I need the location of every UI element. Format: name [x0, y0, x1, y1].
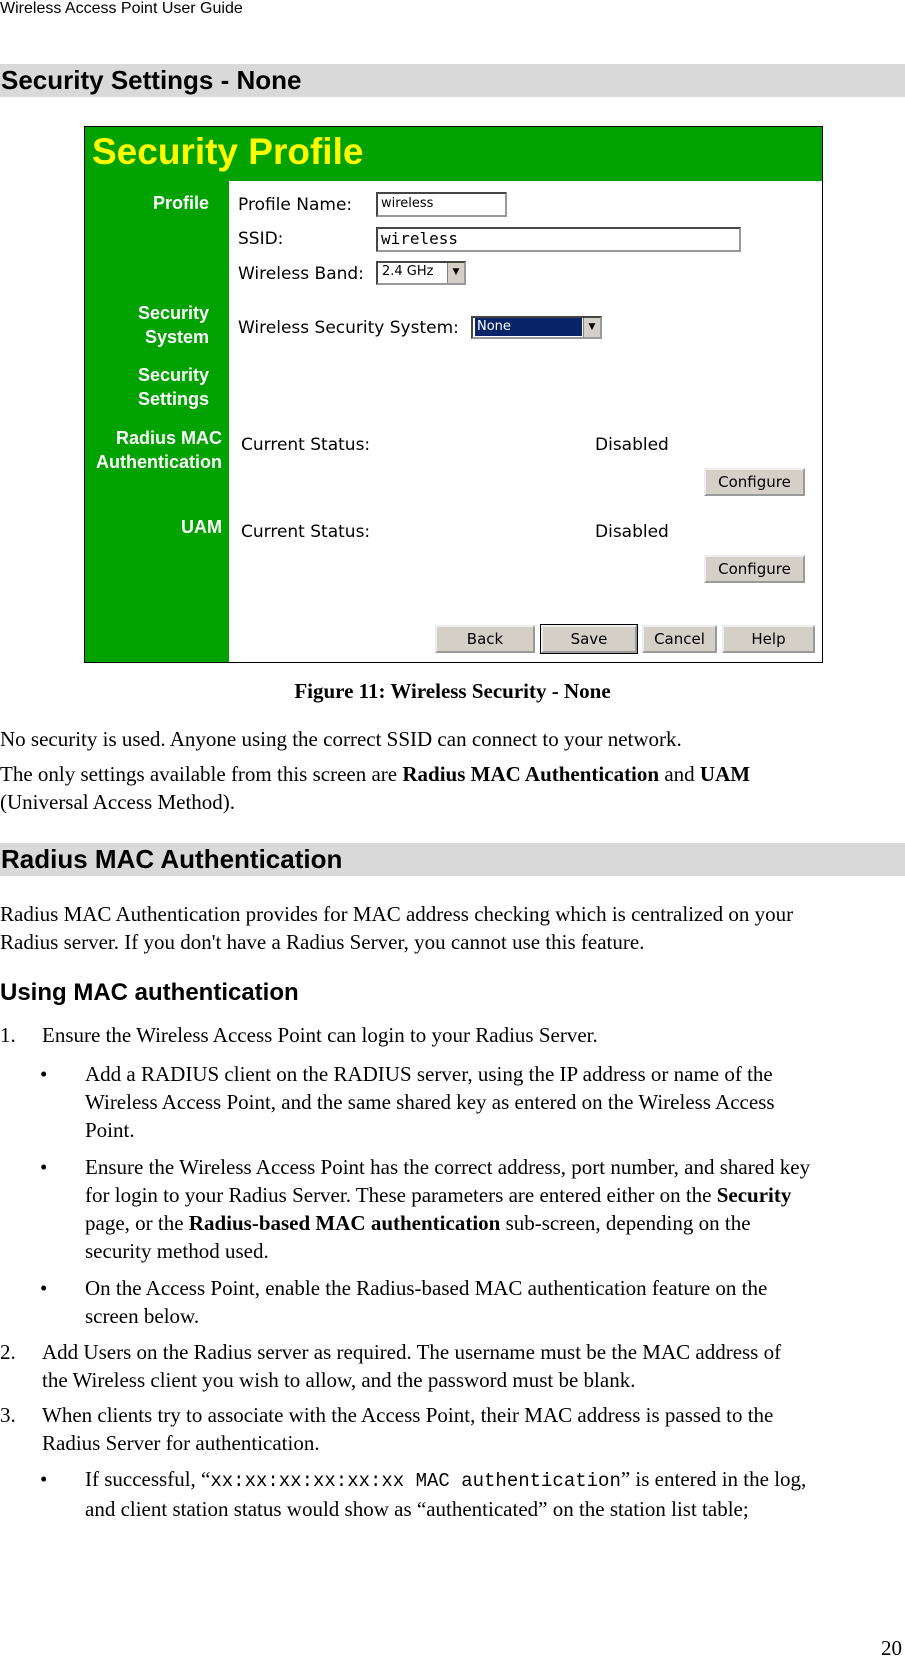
- security-system-value: None: [475, 318, 582, 336]
- bold-radius-mac: Radius MAC Authentication: [402, 762, 660, 786]
- bullet-item-enable-feature: [85, 1274, 905, 1330]
- bullet: •: [40, 1155, 48, 1179]
- list-number: 2.: [0, 1340, 16, 1364]
- text-line: When clients try to associate with the Access Point, their MAC address is passed to the: [42, 1403, 774, 1427]
- sidebar-label-line: Settings: [137, 389, 209, 409]
- text-line: Point.: [85, 1118, 135, 1142]
- text-line: Wireless Access Point, and the same shared key as entered on the Wireless Access: [85, 1090, 775, 1114]
- app-title: Security Profile: [85, 127, 823, 181]
- text-line: [85, 1465, 905, 1495]
- uam-status-label: Current Status:: [241, 522, 371, 542]
- section-heading-security-none: Security Settings - None: [0, 64, 905, 97]
- list-item-1: Ensure the Wireless Access Point can login to your Radius Server.: [42, 1023, 598, 1047]
- text-run: ” is entered in the log,: [620, 1467, 807, 1491]
- sidebar-label-line: Authentication: [96, 452, 222, 472]
- bullet: •: [40, 1276, 48, 1300]
- security-system-select[interactable]: [471, 316, 602, 339]
- sidebar-label-line: Security: [137, 365, 209, 385]
- bold-uam: UAM: [699, 762, 751, 786]
- text-line: screen below.: [85, 1304, 200, 1328]
- text-run: page, or the: [85, 1211, 189, 1235]
- bullet-item-if-successful: [85, 1465, 905, 1523]
- text-run: for login to your Radius Server. These parameters are entered either on the: [85, 1183, 717, 1207]
- text-run: The only settings available from this screen are: [0, 762, 403, 786]
- paragraph-no-security: No security is used. Anyone using the correct SSID can connect to your network.: [0, 727, 682, 751]
- sidebar-item-security-settings: [138, 363, 209, 411]
- uam-configure-button[interactable]: Configure: [704, 555, 805, 583]
- sidebar-item-profile: Profile: [152, 193, 209, 213]
- text-line: the Wireless client you wish to allow, and the password must be blank.: [42, 1368, 636, 1392]
- page-number: 20: [881, 1636, 902, 1660]
- code-log-message: xx:xx:xx:xx:xx:xx MAC authentication: [210, 1470, 621, 1492]
- security-profile-screenshot: [84, 126, 823, 663]
- text-line: Radius Server for authentication.: [42, 1431, 320, 1455]
- ssid-input[interactable]: wireless: [376, 227, 741, 252]
- list-number: 1.: [0, 1023, 16, 1047]
- text-line: Ensure the Wireless Access Point has the correct address, port number, and shared key: [85, 1155, 811, 1179]
- list-item-2: [42, 1338, 902, 1394]
- text-line: Add a RADIUS client on the RADIUS server, using the IP address or name of the: [85, 1062, 773, 1086]
- wireless-band-select[interactable]: [376, 261, 466, 285]
- text-line: [85, 1181, 905, 1209]
- cancel-button[interactable]: Cancel: [642, 625, 717, 653]
- text-run: and: [659, 762, 700, 786]
- radius-status-label: Current Status:: [241, 435, 371, 455]
- text-run: (Universal Access Method).: [0, 790, 236, 814]
- sidebar: [85, 181, 229, 663]
- wireless-band-label: Wireless Band:: [238, 264, 364, 284]
- radius-status-value: Disabled: [595, 435, 669, 455]
- bullet-item-radius-client: [85, 1060, 905, 1144]
- sidebar-label-line: Radius MAC: [115, 428, 222, 448]
- uam-status-value: Disabled: [595, 522, 669, 542]
- text-line: and client station status would show as “authenticated” on the station list table;: [85, 1497, 749, 1521]
- sidebar-item-radius-mac: [85, 426, 222, 474]
- figure-caption: Figure 11: Wireless Security - None: [294, 679, 611, 703]
- text-line: Radius server. If you don't have a Radius Server, you cannot use this feature.: [0, 930, 645, 954]
- profile-name-label: Profile Name:: [238, 195, 353, 215]
- bold-radius-based: Radius-based MAC authentication: [188, 1211, 501, 1235]
- sidebar-item-security-system: [138, 301, 209, 349]
- ssid-label: SSID:: [238, 229, 284, 249]
- sidebar-label-line: Security: [137, 303, 209, 323]
- text-line: Add Users on the Radius server as required. The username must be the MAC address of: [42, 1340, 782, 1364]
- profile-name-input[interactable]: wireless: [376, 192, 507, 217]
- text-line: security method used.: [85, 1239, 269, 1263]
- text-run: sub-screen, depending on the: [500, 1211, 751, 1235]
- list-number: 3.: [0, 1403, 16, 1427]
- text-line: Radius MAC Authentication provides for MAC address checking which is centralized on your: [0, 902, 794, 926]
- security-system-label: Wireless Security System:: [238, 318, 459, 338]
- back-button[interactable]: Back: [435, 625, 535, 653]
- radius-configure-button[interactable]: Configure: [704, 468, 805, 496]
- bullet: •: [40, 1062, 48, 1086]
- bold-security: Security: [716, 1183, 792, 1207]
- chevron-down-icon[interactable]: ▼: [447, 263, 464, 283]
- bullet-item-correct-address: [85, 1153, 905, 1265]
- paragraph-available-settings: [0, 760, 905, 816]
- paragraph-radius-intro: [0, 900, 905, 956]
- save-button[interactable]: Save: [541, 625, 637, 653]
- bullet: •: [40, 1467, 48, 1491]
- sidebar-item-uam: UAM: [181, 517, 222, 537]
- sidebar-label-line: System: [144, 327, 209, 347]
- text-run: If successful, “: [85, 1467, 211, 1491]
- running-header: Wireless Access Point User Guide: [0, 0, 243, 17]
- chevron-down-icon[interactable]: ▼: [583, 318, 600, 337]
- wireless-band-value: 2.4 GHz: [382, 264, 434, 279]
- help-button[interactable]: Help: [722, 625, 815, 653]
- list-item-3: [42, 1401, 902, 1457]
- subheading-using-mac-auth: Using MAC authentication: [0, 979, 299, 1006]
- text-line: [85, 1209, 905, 1237]
- text-line: On the Access Point, enable the Radius-based MAC authentication feature on the: [85, 1276, 768, 1300]
- section-heading-radius-mac: Radius MAC Authentication: [0, 843, 905, 876]
